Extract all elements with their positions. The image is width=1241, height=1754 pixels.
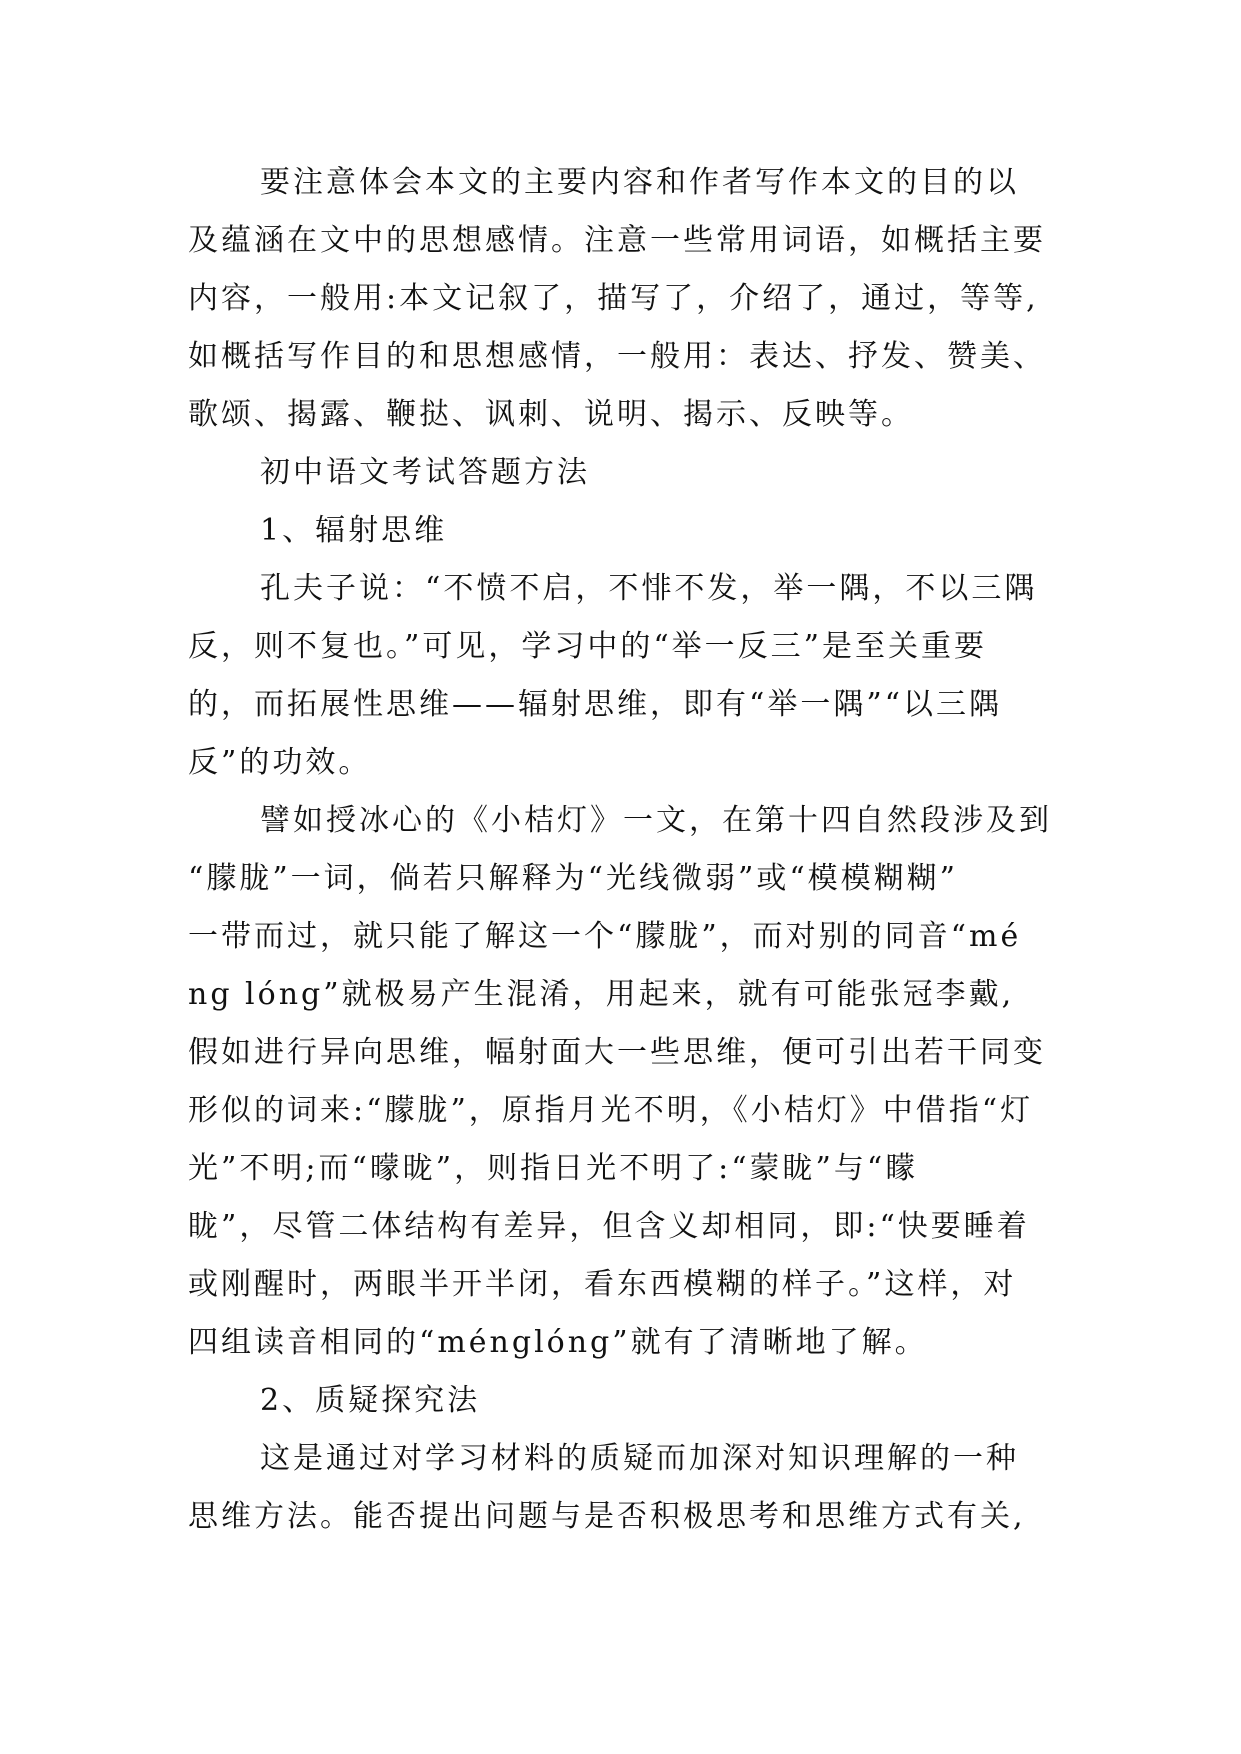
text-line: “朦胧”一词，倘若只解释为“光线微弱”或“模模糊糊” (188, 861, 959, 896)
text-line: 眬”，尽管二体结构有差异，但含义却相同，即:“快要睡着 (188, 1209, 1030, 1244)
subsection-heading: 1、辐射思维 (260, 513, 448, 548)
text-line: 或刚醒时，两眼半开半闭，看东西模糊的样子。”这样，对 (188, 1267, 1017, 1302)
text-line: 要注意体会本文的主要内容和作者写作本文的目的以 (260, 165, 1019, 200)
text-line: 这是通过对学习材料的质疑而加深对知识理解的一种 (260, 1441, 1019, 1476)
text-line: 内容，一般用:本文记叙了，描写了，介绍了，通过，等等, (188, 281, 1039, 316)
text-line: 孔夫子说：“不愤不启，不悱不发，举一隅，不以三隅 (260, 571, 1038, 606)
text-line: 及蕴涵在文中的思想感情。注意一些常用词语，如概括主要 (188, 223, 1046, 258)
text-line: 一带而过，就只能了解这一个“朦胧”，而对别的同音“mé (188, 919, 1022, 954)
text-line: 四组读音相同的“ménglóng”就有了清晰地了解。 (188, 1325, 928, 1360)
subsection-heading: 2、质疑探究法 (260, 1383, 481, 1418)
text-line: 如概括写作目的和思想感情，一般用：表达、抒发、赞美、 (188, 339, 1046, 374)
text-line: 形似的词来:“朦胧”，原指月光不明，《小桔灯》中借指“灯 (188, 1093, 1034, 1128)
document-page (188, 154, 1068, 1546)
text-line: 假如进行异向思维，幅射面大一些思维，便可引出若干同变 (188, 1035, 1046, 1070)
text-line: 反，则不复也。”可见，学习中的“举一反三”是至关重要 (188, 629, 988, 664)
text-line: 光”不明;而“曚昽”，则指日光不明了:“蒙眬”与“矇 (188, 1151, 919, 1186)
text-line: 思维方法。能否提出问题与是否积极思考和思维方式有关, (188, 1499, 1026, 1534)
text-line: 反”的功效。 (188, 745, 372, 780)
text-line: 譬如授冰心的《小桔灯》一文，在第十四自然段涉及到 (260, 803, 1052, 838)
section-heading: 初中语文考试答题方法 (260, 455, 590, 490)
text-line: 歌颂、揭露、鞭挞、讽刺、说明、揭示、反映等。 (188, 397, 914, 432)
text-line: 的，而拓展性思维——辐射思维，即有“举一隅”“以三隅 (188, 687, 1003, 722)
text-line: ng lóng”就极易产生混淆，用起来，就有可能张冠李戴, (188, 977, 1015, 1012)
